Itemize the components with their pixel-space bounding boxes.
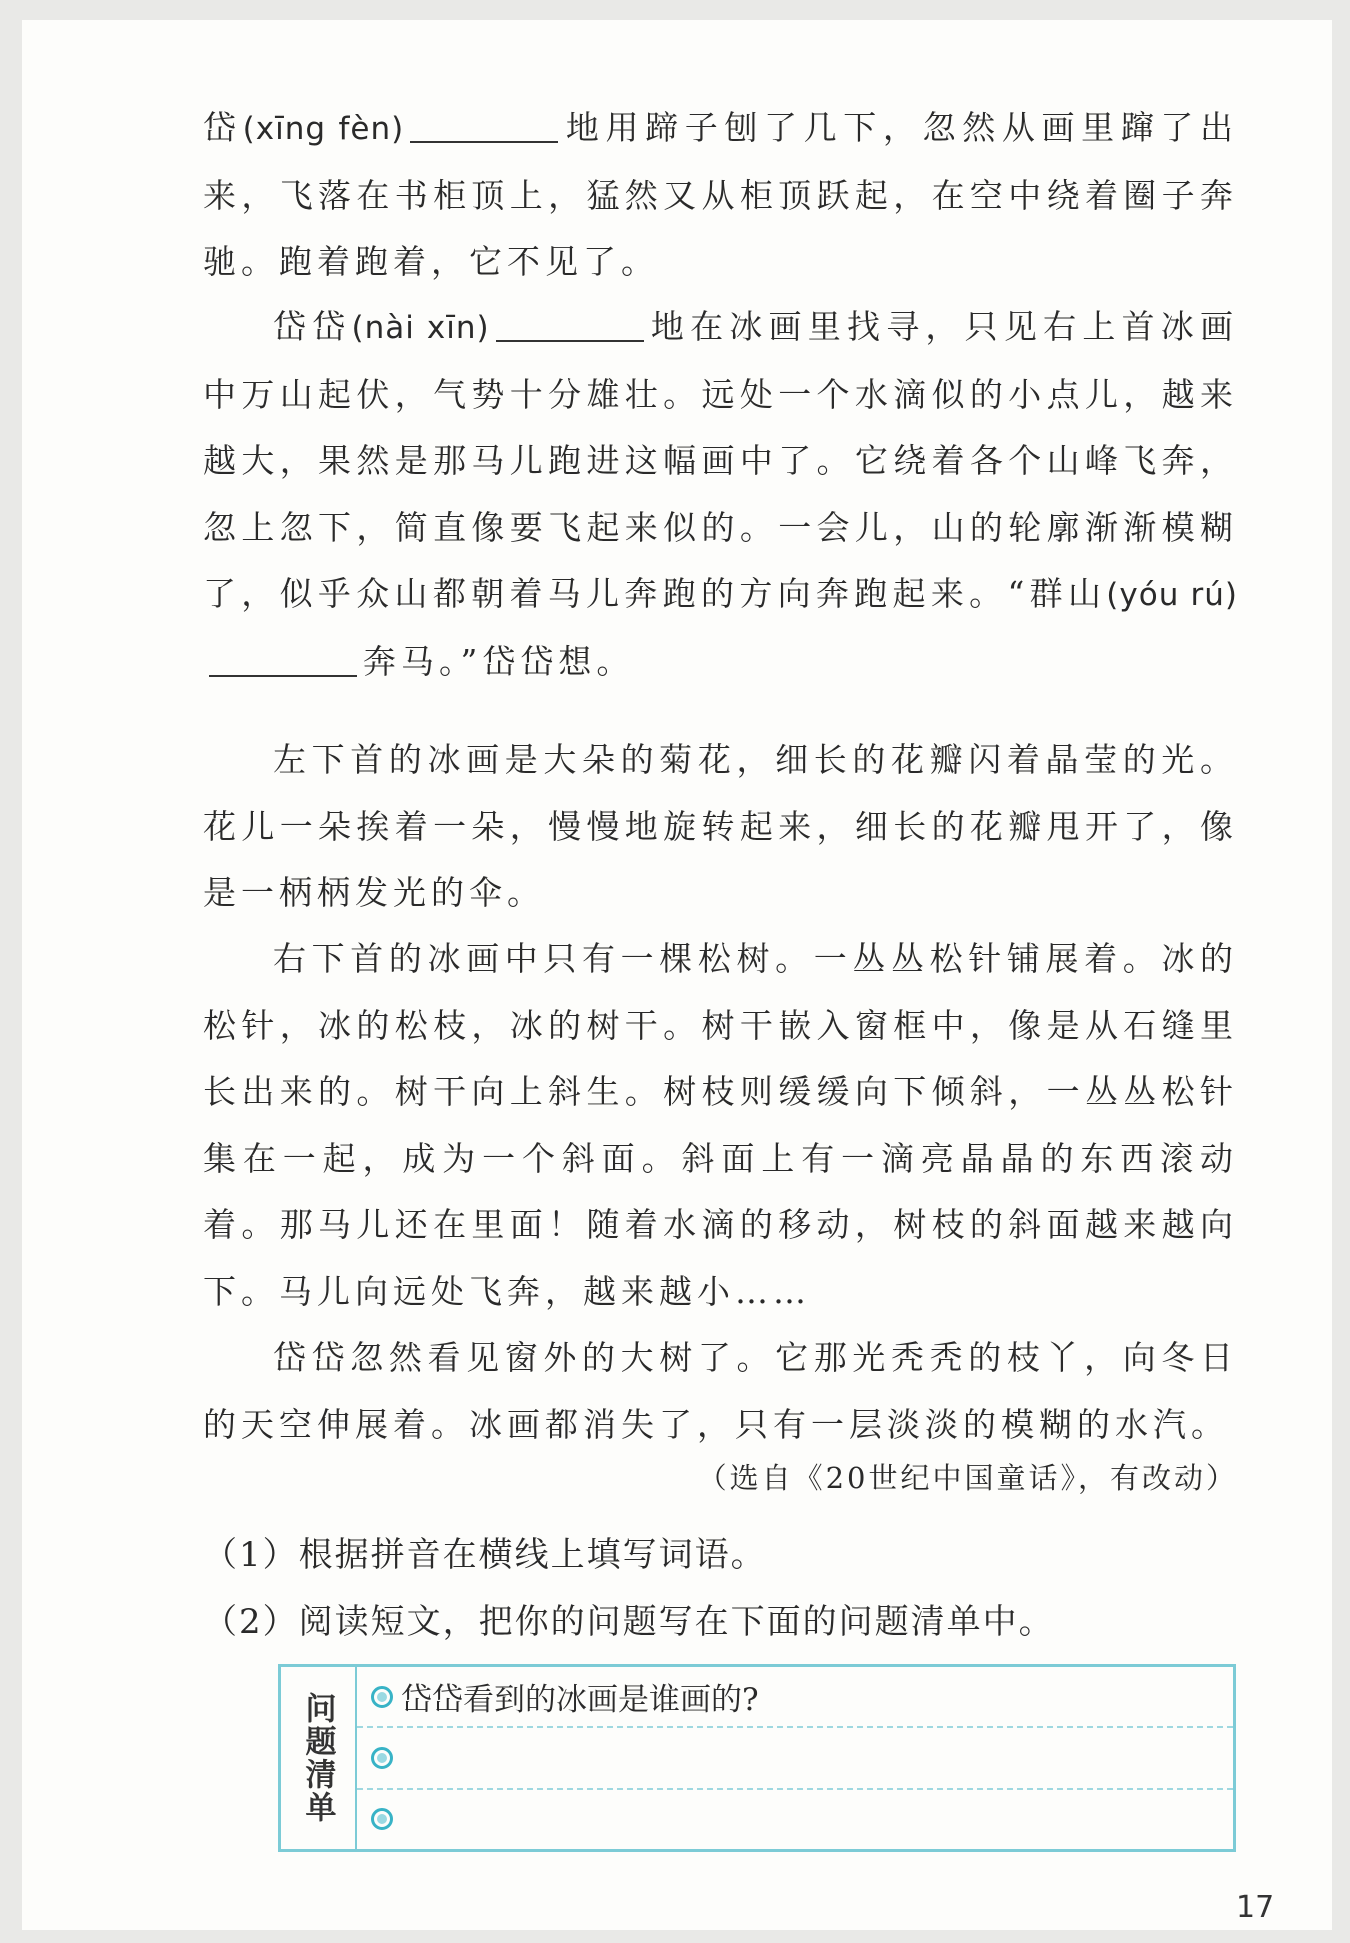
question-row-3[interactable] <box>357 1790 1233 1849</box>
pinyin-xing-fen: (xīng fèn) <box>242 111 405 147</box>
circle-bullet-icon <box>371 1686 393 1708</box>
question-list-rows <box>357 1667 1233 1849</box>
fill-blank-3[interactable] <box>209 645 357 677</box>
paragraph-5 <box>203 1325 1238 1458</box>
paragraph-2 <box>203 294 1238 695</box>
paragraph-5-text: 岱岱忽然看见窗外的大树了。它那光秃秃的枝丫，向冬日的天空伸展着。冰画都消失了，只有一层淡淡的模糊的水汽。 <box>203 1338 1238 1444</box>
question-list-table <box>278 1664 1236 1852</box>
paragraph-3 <box>203 727 1238 927</box>
paragraph-1 <box>203 95 1238 296</box>
page-number: 17 <box>1236 1890 1275 1925</box>
paragraph-3-text: 左下首的冰画是大朵的菊花，细长的花瓣闪着晶莹的光。花儿一朵挨着一朵，慢慢地旋转起来，细长的花瓣甩开了，像是一柄柄发光的伞。 <box>203 740 1238 912</box>
paragraph-4-text: 右下首的冰画中只有一棵松树。一丛丛松针铺展着。冰的松针，冰的松枝，冰的树干。树干嵌入窗框中，像是从石缝里长出来的。树干向上斜生。树枝则缓缓向下倾斜，一丛丛松针集在一起，成为一个斜面。斜面上有一滴亮晶晶的东西滚动着。那马儿还在里面！随着水滴的移动，树枝的斜面越来越向下。马儿向远处飞奔，越来越小…… <box>203 939 1238 1311</box>
paragraph-2-start: 岱岱 <box>273 307 352 346</box>
paragraph-4 <box>203 926 1238 1325</box>
paragraph-1-start: 岱 <box>203 108 243 147</box>
circle-bullet-icon <box>371 1747 393 1769</box>
question-list-label <box>281 1667 357 1849</box>
circle-bullet-icon <box>371 1808 393 1830</box>
fill-blank-1[interactable] <box>410 111 558 143</box>
question-row-text: 岱岱看到的冰画是谁画的? <box>401 1682 759 1719</box>
question-row-2[interactable] <box>357 1728 1233 1789</box>
source-citation: （选自《20世纪中国童话》，有改动） <box>697 1461 1238 1495</box>
paragraph-1-rest: 地用蹄子刨了几下，忽然从画里蹿了出来，飞落在书柜顶上，猛然又从柜顶跃起，在空中绕着圈子奔驰。跑着跑着，它不见了。 <box>203 108 1238 281</box>
paragraph-2-end: 奔马。”岱岱想。 <box>363 641 635 681</box>
question-2: （2）阅读短文，把你的问题写在下面的问题清单中。 <box>203 1602 1055 1642</box>
pinyin-nai-xin: (nài xīn) <box>351 310 490 346</box>
question-row-1[interactable] <box>357 1667 1233 1728</box>
fill-blank-2[interactable] <box>496 310 644 342</box>
paragraph-2-middle: 地在冰画里找寻，只见右上首冰画中万山起伏，气势十分雄壮。远处一个水滴似的小点儿，越来越大，果然是那马儿跑进这幅画中了。它绕着各个山峰飞奔，忽上忽下，简直像要飞起来似的。一会儿，山的轮廓渐渐模糊了，似乎众山都朝着马儿奔跑的方向奔跑起来。“群山 <box>203 307 1239 613</box>
pinyin-you-ru: (yóu rú) <box>1106 577 1238 613</box>
question-list-label-text: 问题清单 <box>299 1692 336 1824</box>
question-1: （1）根据拼音在横线上填写词语。 <box>203 1535 767 1575</box>
